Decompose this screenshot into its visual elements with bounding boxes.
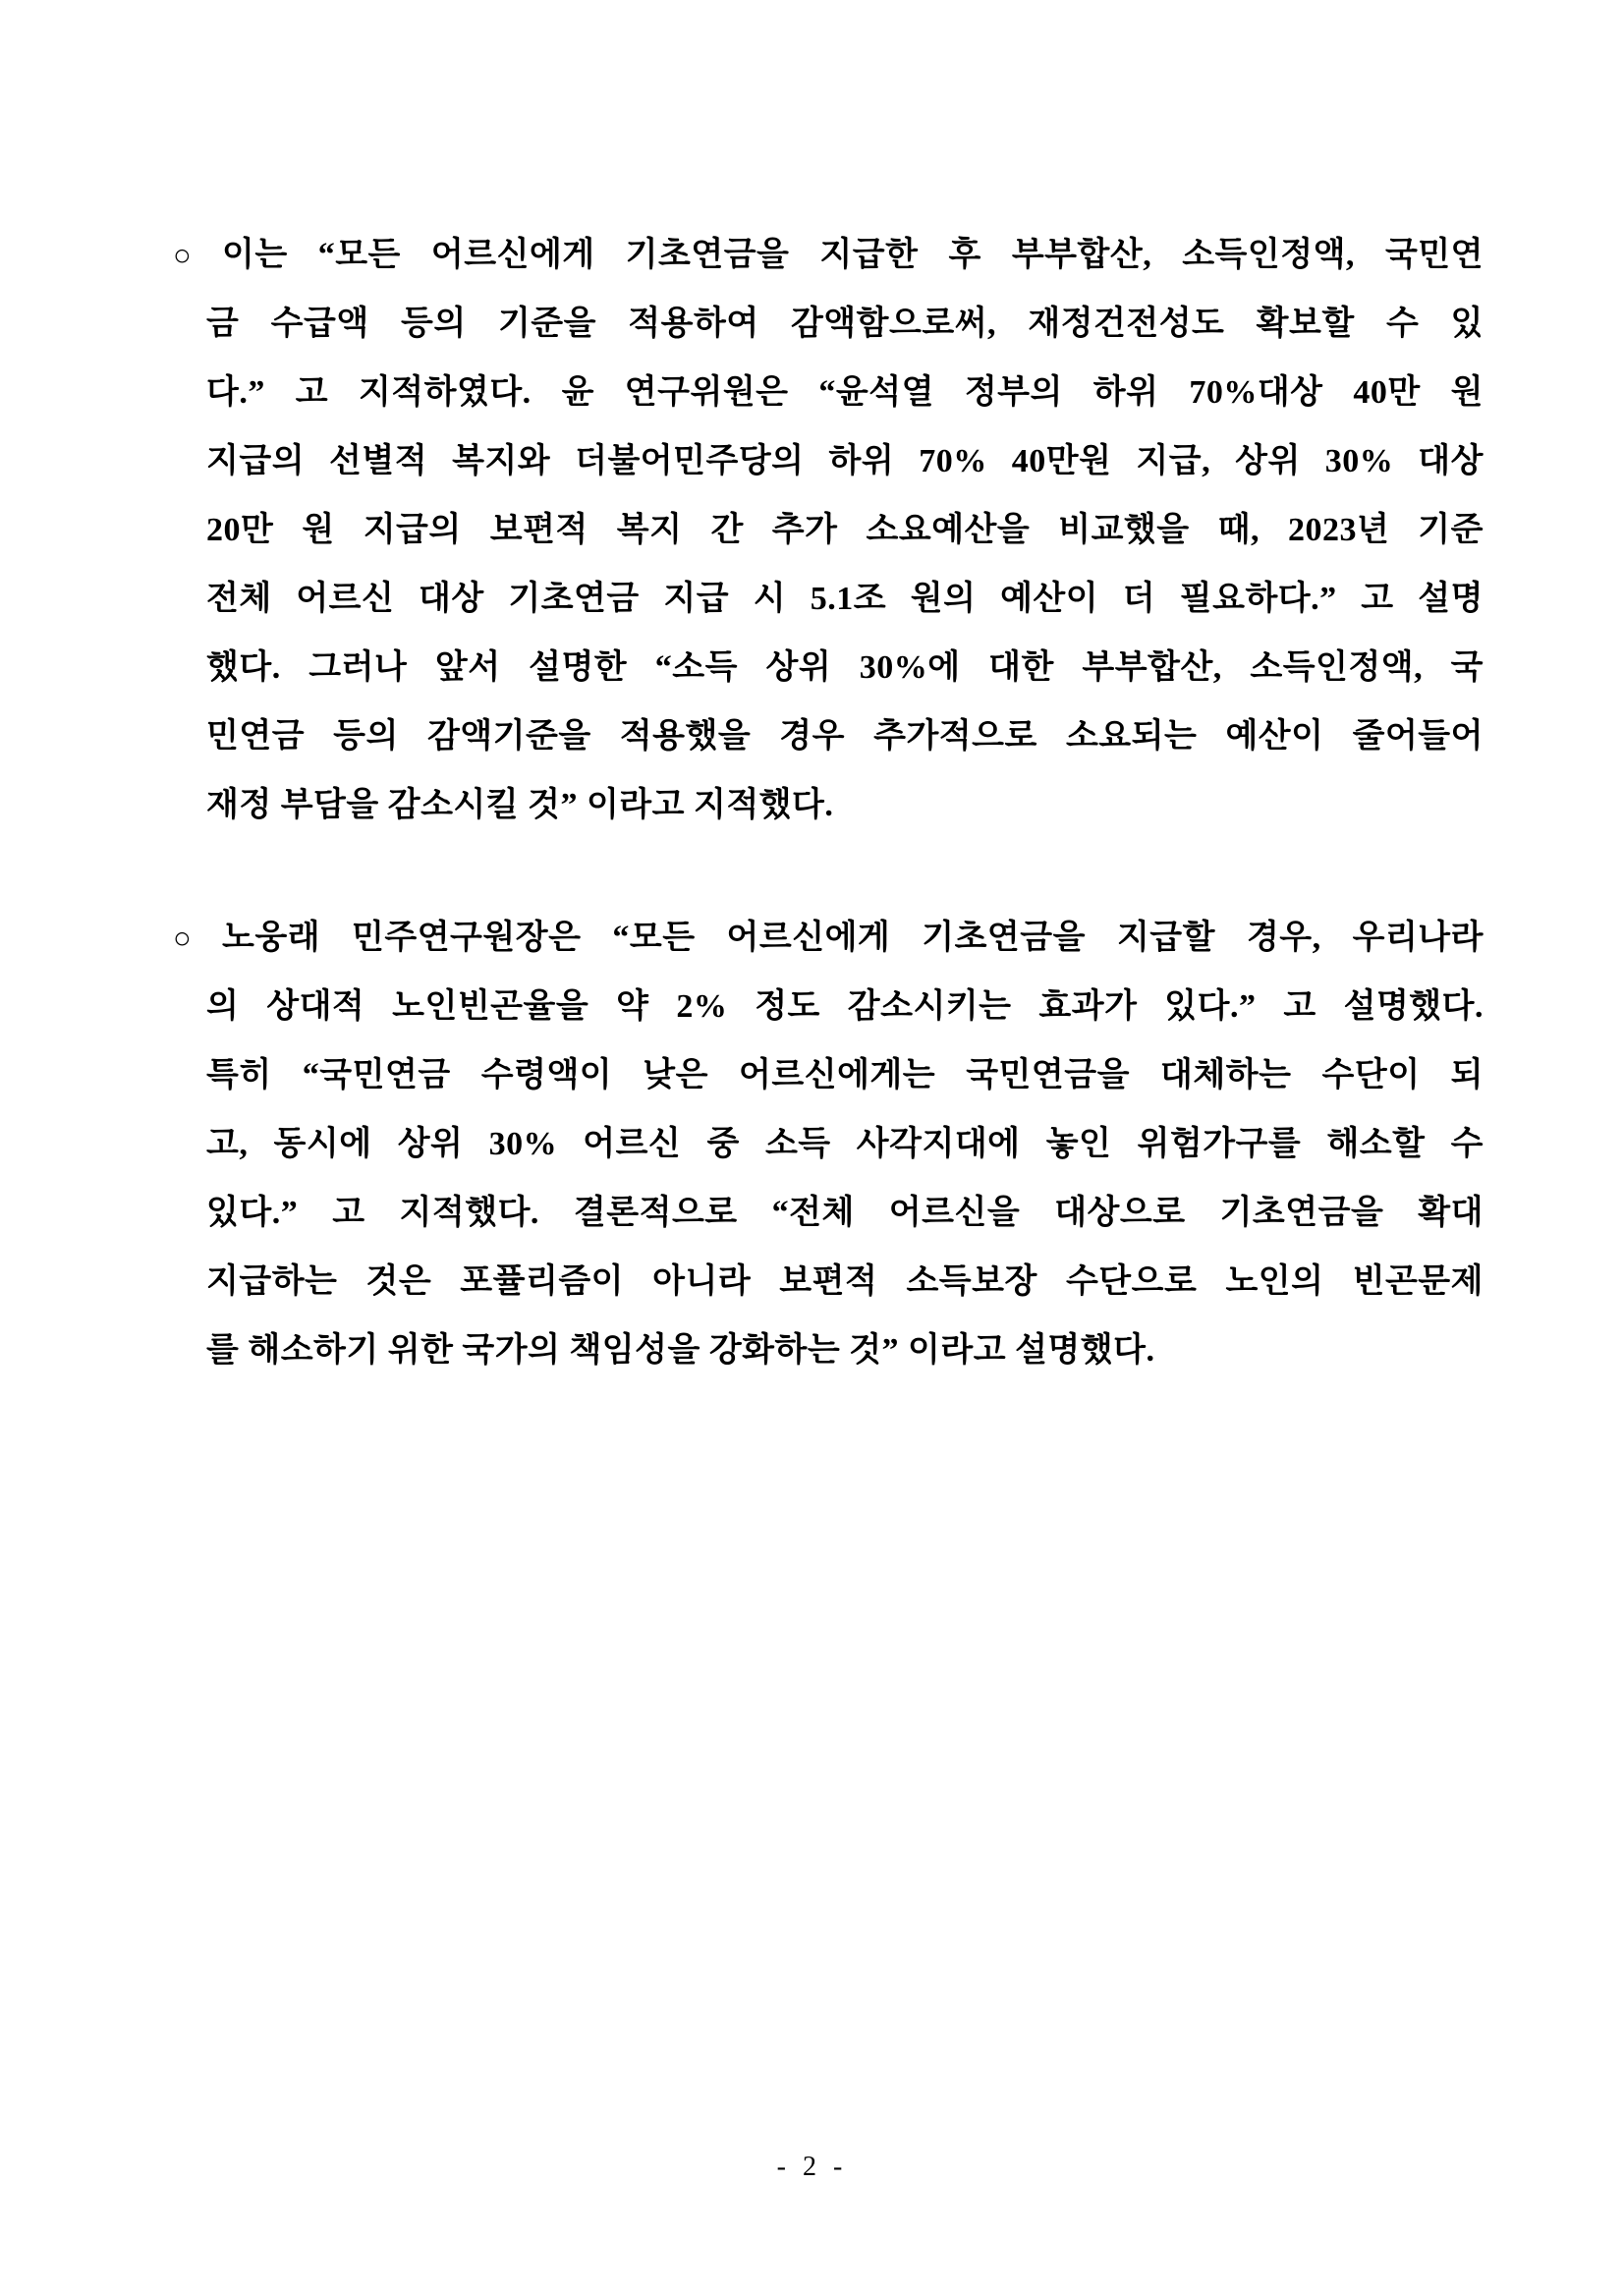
page-footer — [0, 2148, 1624, 2187]
paragraph-line: 를 해소하기 위한 국가의 책임성을 강화하는 것” 이라고 설명했다. — [206, 1332, 1155, 1369]
paragraph-line: 노웅래 민주연구원장은 “모든 어르신에게 기초연금을 지급할 경우, 우리나라 — [222, 920, 1484, 956]
document-body — [0, 221, 1624, 1385]
paragraph-line: 20만 원 지급의 보편적 복지 간 추가 소요예산을 비교했을 때, 2023년 기준 — [206, 512, 1484, 548]
circle-bullet-icon: ○ — [173, 238, 192, 272]
paragraph-lines — [206, 221, 1484, 840]
paragraph-line: 금 수급액 등의 기준을 적용하여 감액함으로써, 재정건전성도 확보할 수 있 — [206, 306, 1484, 342]
paragraph-line: 고, 동시에 상위 30% 어르신 중 소득 사각지대에 놓인 위험가구를 해소할 수 — [206, 1126, 1484, 1162]
paragraph-line: 다.” 고 지적하였다. 윤 연구위원은 “윤석열 정부의 하위 70%대상 40만 원 — [206, 374, 1484, 411]
paragraph-line: 있다.” 고 지적했다. 결론적으로 “전체 어르신을 대상으로 기초연금을 확대 — [206, 1195, 1484, 1231]
circle-bullet-icon: ○ — [173, 921, 192, 955]
paragraph-line: 재정 부담을 감소시킬 것” 이라고 지적했다. — [206, 787, 834, 823]
bullet-paragraph-2 — [0, 904, 1624, 1385]
paragraph-line: 민연금 등의 감액기준을 적용했을 경우 추가적으로 소요되는 예산이 줄어들어 — [206, 718, 1484, 755]
paragraph-line: 특히 “국민연금 수령액이 낮은 어르신에게는 국민연금을 대체하는 수단이 되 — [206, 1057, 1484, 1093]
paragraph-line: 의 상대적 노인빈곤율을 약 2% 정도 감소시키는 효과가 있다.” 고 설명했다. — [206, 988, 1484, 1025]
paragraph-line: 지급의 선별적 복지와 더불어민주당의 하위 70% 40만원 지급, 상위 30% 대상 — [206, 443, 1484, 479]
paragraph-line: 전체 어르신 대상 기초연금 지급 시 5.1조 원의 예산이 더 필요하다.” 고 설명 — [206, 581, 1484, 617]
page-number: - 2 - — [776, 2152, 848, 2182]
paragraph-line: 지급하는 것은 포퓰리즘이 아니라 보편적 소득보장 수단으로 노인의 빈곤문제 — [206, 1263, 1484, 1300]
paragraph-lines — [206, 904, 1484, 1385]
bullet-paragraph-1 — [0, 221, 1624, 840]
paragraph-line: 이는 “모든 어르신에게 기초연금을 지급한 후 부부합산, 소득인정액, 국민연 — [222, 237, 1484, 273]
paragraph-line: 했다. 그러나 앞서 설명한 “소득 상위 30%에 대한 부부합산, 소득인정액, 국 — [206, 649, 1484, 686]
